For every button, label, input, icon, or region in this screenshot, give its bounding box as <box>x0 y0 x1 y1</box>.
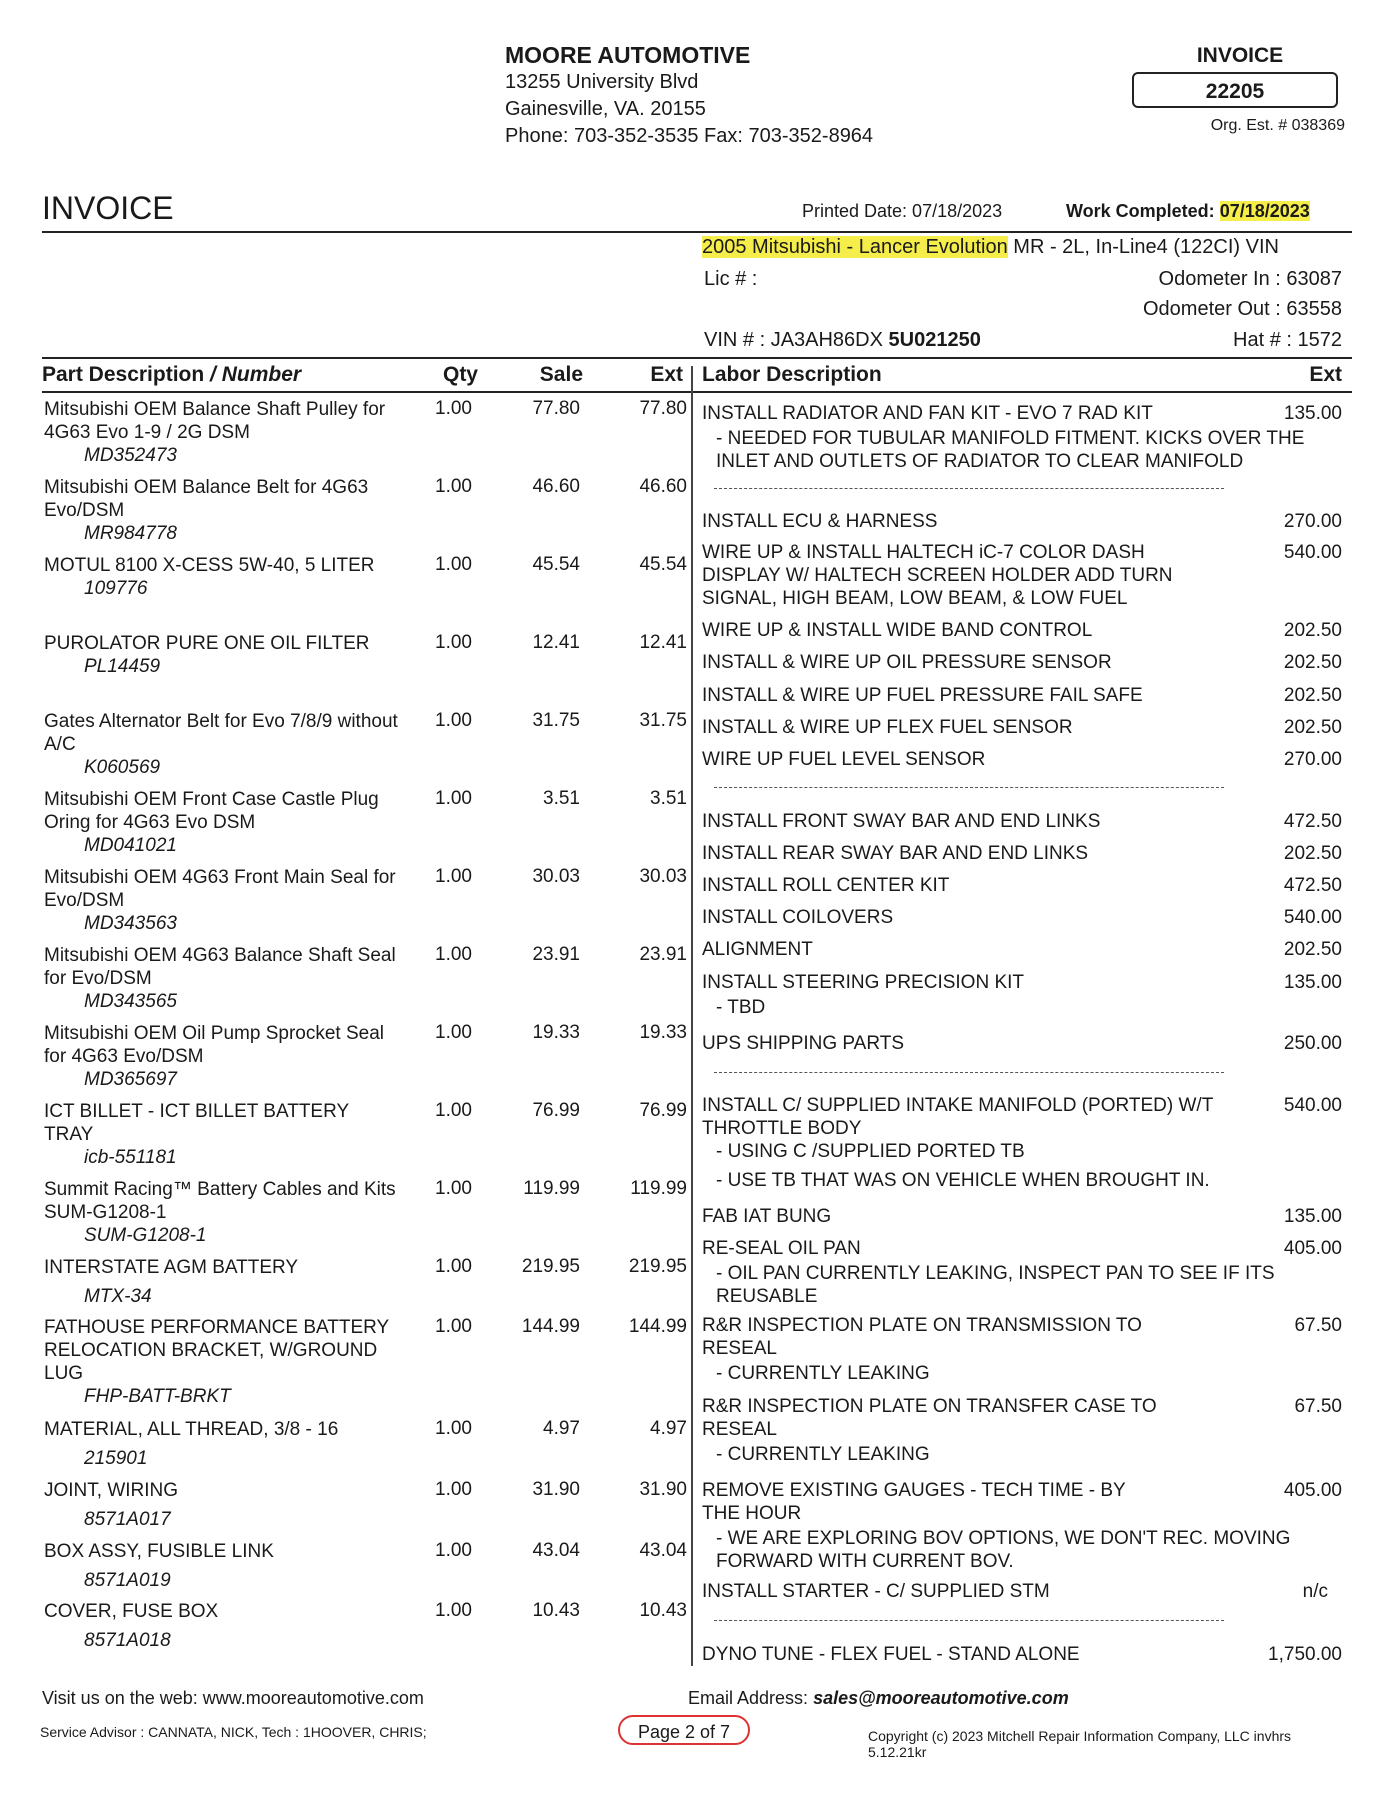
part-row-13 <box>44 1316 399 1408</box>
labor-desc: INSTALL STEERING PRECISION KIT <box>702 972 1025 993</box>
part-ext: 77.80 <box>639 398 687 419</box>
part-row-5 <box>44 710 399 779</box>
vehicle-make-model: 2005 Mitsubishi - Lancer Evolution <box>702 236 1008 258</box>
labor-note-text: - CURRENTLY LEAKING <box>716 1363 930 1384</box>
labor-ext: 135.00 <box>1283 1206 1342 1227</box>
part-sale: 19.33 <box>532 1022 580 1043</box>
labor-row <box>702 1032 1342 1055</box>
labor-row <box>702 906 1342 929</box>
part-sale: 43.04 <box>532 1540 580 1561</box>
labor-ext: 202.50 <box>1283 843 1342 864</box>
part-ext: 4.97 <box>650 1418 687 1439</box>
labor-desc: INSTALL FRONT SWAY BAR AND END LINKS <box>702 811 1101 832</box>
part-number: PL14459 <box>84 656 161 677</box>
labor-ext: 202.50 <box>1283 652 1342 673</box>
labor-ext: 1,750.00 <box>1268 1644 1342 1665</box>
labor-ext: 270.00 <box>1283 749 1342 770</box>
part-desc: INTERSTATE AGM BATTERY <box>44 1257 299 1278</box>
part-row-16 <box>44 1540 399 1592</box>
labor-desc: INSTALL STARTER - C/ SUPPLIED STM <box>702 1581 1050 1602</box>
labor-desc: WIRE UP FUEL LEVEL SENSOR <box>702 749 986 770</box>
part-qty: 1.00 <box>435 788 472 809</box>
part-qty: 1.00 <box>435 1600 472 1621</box>
part-qty: 1.00 <box>435 1178 472 1199</box>
part-desc: MOTUL 8100 X-CESS 5W-40, 5 LITER <box>44 555 375 576</box>
part-row-6 <box>44 788 399 857</box>
part-sale: 45.54 <box>532 554 580 575</box>
part-row-1 <box>44 398 399 467</box>
part-row-11 <box>44 1178 399 1247</box>
part-sale: 219.95 <box>521 1256 580 1277</box>
part-number: 8571A019 <box>84 1570 171 1591</box>
labor-desc: INSTALL C/ SUPPLIED INTAKE MANIFOLD (PORTED) W/T THROTTLE BODY <box>702 1095 1213 1139</box>
part-desc: JOINT, WIRING <box>44 1480 179 1501</box>
work-completed <box>1066 201 1310 222</box>
part-ext: 219.95 <box>628 1256 687 1277</box>
labor-row <box>702 842 1342 865</box>
part-sale: 76.99 <box>532 1100 580 1121</box>
part-ext: 119.99 <box>630 1178 687 1199</box>
labor-row <box>702 1395 1342 1441</box>
part-qty: 1.00 <box>435 476 472 497</box>
part-qty: 1.00 <box>435 1418 472 1439</box>
labor-note-text: - OIL PAN CURRENTLY LEAKING, INSPECT PAN TO SEE IF ITS REUSABLE <box>716 1263 1275 1307</box>
part-desc: Gates Alternator Belt for Evo 7/8/9 without A/C <box>44 711 398 755</box>
page-title: INVOICE <box>42 190 174 226</box>
email-address: sales@mooreautomotive.com <box>813 1688 1069 1708</box>
part-ext: 43.04 <box>639 1540 687 1561</box>
part-number: 8571A017 <box>84 1509 171 1530</box>
part-ext: 31.75 <box>639 710 687 731</box>
page-indicator: Page 2 of 7 <box>618 1715 750 1745</box>
part-sale: 4.97 <box>543 1418 580 1439</box>
labor-ext: 67.50 <box>1294 1396 1342 1417</box>
hat-number: Hat # : 1572 <box>1233 329 1342 351</box>
part-number: SUM-G1208-1 <box>84 1225 207 1246</box>
vin-bold: 5U021250 <box>888 329 981 351</box>
part-sale: 10.43 <box>532 1600 580 1621</box>
labor-desc: WIRE UP & INSTALL HALTECH iC-7 COLOR DASH DISPLAY W/ HALTECH SCREEN HOLDER ADD TURN SIGNAL, HIGH BEAM, LOW BEAM, & LOW FUEL <box>702 542 1173 609</box>
part-sale: 12.41 <box>532 632 580 653</box>
part-row-2 <box>44 476 399 545</box>
sale-header: Sale <box>539 363 583 386</box>
labor-ext: 270.00 <box>1283 511 1342 532</box>
part-qty: 1.00 <box>435 1479 472 1500</box>
part-number: MTX-34 <box>84 1286 152 1307</box>
labor-desc: WIRE UP & INSTALL WIDE BAND CONTROL <box>702 620 1093 641</box>
labor-note <box>702 1362 1342 1385</box>
labor-desc: DYNO TUNE - FLEX FUEL - STAND ALONE <box>702 1644 1080 1665</box>
labor-note-text: - TBD <box>716 997 766 1018</box>
part-desc: Mitsubishi OEM 4G63 Balance Shaft Seal for Evo/DSM <box>44 945 396 989</box>
labor-desc: INSTALL REAR SWAY BAR AND END LINKS <box>702 843 1089 864</box>
labor-note <box>702 1169 1342 1192</box>
part-ext: 46.60 <box>639 476 687 497</box>
part-number: K060569 <box>84 757 161 778</box>
shop-info <box>505 42 873 150</box>
part-desc: Mitsubishi OEM 4G63 Front Main Seal for Evo/DSM <box>44 867 396 911</box>
part-qty: 1.00 <box>435 1256 472 1277</box>
part-qty: 1.00 <box>435 1100 472 1121</box>
part-sale: 77.80 <box>532 398 580 419</box>
labor-separator <box>714 488 1224 489</box>
part-qty: 1.00 <box>435 398 472 419</box>
vin <box>704 329 981 352</box>
invoice-label: INVOICE <box>1196 44 1284 67</box>
labor-desc: FAB IAT BUNG <box>702 1206 832 1227</box>
part-number: 8571A018 <box>84 1630 171 1651</box>
labor-note <box>702 996 1342 1019</box>
labor-row <box>702 1479 1342 1525</box>
labor-row <box>702 651 1342 674</box>
part-ext: 144.99 <box>628 1316 687 1337</box>
part-number: icb-551181 <box>84 1147 177 1168</box>
part-sale: 23.91 <box>532 944 580 965</box>
part-sale: 3.51 <box>543 788 580 809</box>
labor-ext: 202.50 <box>1283 939 1342 960</box>
labor-desc: UPS SHIPPING PARTS <box>702 1033 905 1054</box>
service-advisor: Service Advisor : CANNATA, NICK, Tech : 1HOOVER, CHRIS; <box>40 1724 427 1740</box>
part-ext: 12.41 <box>639 632 687 653</box>
part-row-9 <box>44 1022 399 1091</box>
labor-row <box>702 684 1342 707</box>
vehicle-details: MR - 2L, In-Line4 (122CI) VIN <box>1007 236 1279 258</box>
part-qty: 1.00 <box>435 1316 472 1337</box>
part-number: MD041021 <box>84 835 177 856</box>
labor-desc: REMOVE EXISTING GAUGES - TECH TIME - BY THE HOUR <box>702 1480 1126 1524</box>
part-desc: Mitsubishi OEM Front Case Castle Plug Oring for 4G63 Evo DSM <box>44 789 379 833</box>
header-rule <box>42 231 1352 233</box>
part-desc: BOX ASSY, FUSIBLE LINK <box>44 1541 274 1562</box>
labor-row <box>702 938 1342 961</box>
part-desc: Mitsubishi OEM Balance Belt for 4G63 Evo/DSM <box>44 477 369 521</box>
part-number: 215901 <box>84 1448 148 1469</box>
work-completed-label: Work Completed: <box>1066 201 1220 221</box>
part-sale: 31.75 <box>532 710 580 731</box>
part-qty: 1.00 <box>435 632 472 653</box>
labor-desc: ALIGNMENT <box>702 939 813 960</box>
labor-row <box>702 1205 1342 1228</box>
part-row-17 <box>44 1600 399 1652</box>
labor-note-text: - USING C /SUPPLIED PORTED TB <box>716 1141 1025 1162</box>
part-number: MD365697 <box>84 1069 177 1090</box>
labor-note <box>702 1443 1342 1466</box>
part-qty: 1.00 <box>435 944 472 965</box>
part-qty: 1.00 <box>435 1022 472 1043</box>
odometer-in: Odometer In : 63087 <box>1158 268 1342 290</box>
part-row-10 <box>44 1100 399 1169</box>
printed-date: Printed Date: 07/18/2023 <box>802 201 1003 221</box>
labor-row <box>702 874 1342 897</box>
labor-ext: 135.00 <box>1283 403 1342 424</box>
labor-desc: INSTALL & WIRE UP OIL PRESSURE SENSOR <box>702 652 1112 673</box>
part-row-15 <box>44 1479 399 1531</box>
labor-row <box>702 810 1342 833</box>
part-row-7 <box>44 866 399 935</box>
part-desc-header-label: Part Description <box>42 363 205 386</box>
part-qty: 1.00 <box>435 710 472 731</box>
labor-ext: 540.00 <box>1283 542 1342 563</box>
part-number: MD343565 <box>84 991 177 1012</box>
labor-note-text: - USE TB THAT WAS ON VEHICLE WHEN BROUGHT IN. <box>716 1170 1210 1191</box>
labor-ext: 202.50 <box>1283 620 1342 641</box>
shop-name: MOORE AUTOMOTIVE <box>505 42 751 68</box>
labor-row <box>702 748 1342 771</box>
labor-note <box>702 1527 1342 1573</box>
email-label: Email Address: <box>688 1688 814 1708</box>
vehicle-line <box>702 236 1342 259</box>
part-sale: 119.99 <box>523 1178 580 1199</box>
labor-desc: INSTALL RADIATOR AND FAN KIT - EVO 7 RAD KIT <box>702 403 1153 424</box>
part-ext: 23.91 <box>639 944 687 965</box>
labor-note <box>702 1140 1342 1163</box>
part-desc: MATERIAL, ALL THREAD, 3/8 - 16 <box>44 1419 339 1440</box>
labor-desc: INSTALL ECU & HARNESS <box>702 511 938 532</box>
part-desc: Summit Racing™ Battery Cables and Kits SUM-G1208-1 <box>44 1179 396 1223</box>
part-number: MD343563 <box>84 913 177 934</box>
part-row-8 <box>44 944 399 1013</box>
column-divider <box>691 366 693 1666</box>
part-number-header-label: / Number <box>204 363 302 386</box>
labor-row <box>702 619 1342 642</box>
part-ext: 10.43 <box>639 1600 687 1621</box>
part-row-4 <box>44 632 399 678</box>
part-row-12 <box>44 1256 399 1308</box>
work-completed-date: 07/18/2023 <box>1219 201 1310 221</box>
labor-note-text: - NEEDED FOR TUBULAR MANIFOLD FITMENT. KICKS OVER THE INLET AND OUTLETS OF RADIATOR TO CLEAR MANIFOLD <box>716 428 1305 472</box>
shop-phone-fax: Phone: 703-352-3535 Fax: 703-352-8964 <box>505 125 874 147</box>
part-desc: PUROLATOR PURE ONE OIL FILTER <box>44 633 370 654</box>
columns-bottom-rule <box>42 391 1352 393</box>
labor-note <box>702 1262 1342 1308</box>
columns-top-rule <box>42 357 1352 359</box>
qty-header: Qty <box>442 363 478 386</box>
labor-desc: INSTALL & WIRE UP FUEL PRESSURE FAIL SAFE <box>702 685 1143 706</box>
labor-desc: INSTALL ROLL CENTER KIT <box>702 875 950 896</box>
labor-ext: 202.50 <box>1283 685 1342 706</box>
part-ext: 31.90 <box>639 1479 687 1500</box>
labor-separator <box>714 787 1224 788</box>
part-ext: 19.33 <box>639 1022 687 1043</box>
part-ext: 76.99 <box>639 1100 687 1121</box>
labor-ext: 135.00 <box>1283 972 1342 993</box>
labor-desc: R&R INSPECTION PLATE ON TRANSMISSION TO RESEAL <box>702 1315 1142 1359</box>
part-number: FHP-BATT-BRKT <box>84 1386 231 1407</box>
part-sale: 46.60 <box>532 476 580 497</box>
labor-ext-header: Ext <box>1309 363 1342 386</box>
labor-ext: 540.00 <box>1283 1095 1342 1116</box>
license-number: Lic # : <box>704 268 758 290</box>
part-row-14 <box>44 1418 399 1470</box>
email-line <box>688 1688 1069 1709</box>
labor-ext: 202.50 <box>1283 717 1342 738</box>
copyright: Copyright (c) 2023 Mitchell Repair Information Company, LLC invhrs 5.12.21kr <box>868 1728 1292 1760</box>
part-ext: 45.54 <box>639 554 687 575</box>
part-number: 109776 <box>84 578 148 599</box>
part-ext: 3.51 <box>650 788 687 809</box>
labor-row <box>702 1094 1342 1140</box>
labor-ext: 405.00 <box>1283 1480 1342 1501</box>
shop-address-line2: Gainesville, VA. 20155 <box>505 98 706 120</box>
part-sale: 30.03 <box>532 866 580 887</box>
website-line: Visit us on the web: www.mooreautomotive.com <box>42 1688 424 1708</box>
invoice-number: 22205 <box>1132 72 1338 108</box>
labor-ext: 472.50 <box>1283 875 1342 896</box>
ext-header: Ext <box>650 363 683 386</box>
part-desc: Mitsubishi OEM Oil Pump Sprocket Seal for 4G63 Evo/DSM <box>44 1023 385 1067</box>
part-desc: FATHOUSE PERFORMANCE BATTERY RELOCATION BRACKET, W/GROUND LUG <box>44 1317 389 1384</box>
part-number: MR984778 <box>84 523 177 544</box>
labor-ext: 405.00 <box>1283 1238 1342 1259</box>
shop-address-line1: 13255 University Blvd <box>505 71 699 93</box>
labor-row <box>702 971 1342 994</box>
labor-ext: 540.00 <box>1283 907 1342 928</box>
labor-row <box>702 1580 1342 1603</box>
part-qty: 1.00 <box>435 866 472 887</box>
labor-desc: RE-SEAL OIL PAN <box>702 1238 861 1259</box>
labor-row <box>702 510 1342 533</box>
labor-separator <box>714 1620 1224 1621</box>
labor-note <box>702 427 1342 473</box>
part-number: MD352473 <box>84 445 177 466</box>
labor-separator <box>714 1072 1224 1073</box>
part-qty: 1.00 <box>435 554 472 575</box>
labor-description-header: Labor Description <box>702 363 882 386</box>
vin-label: VIN # : JA3AH86DX <box>704 329 889 351</box>
org-estimate: Org. Est. # 038369 <box>1210 117 1345 134</box>
part-sale: 144.99 <box>521 1316 580 1337</box>
labor-ext: 472.50 <box>1283 811 1342 832</box>
part-row-3 <box>44 554 399 600</box>
labor-row <box>702 1643 1342 1666</box>
labor-ext: 67.50 <box>1294 1315 1342 1336</box>
part-sale: 31.90 <box>532 1479 580 1500</box>
labor-desc: INSTALL & WIRE UP FLEX FUEL SENSOR <box>702 717 1073 738</box>
part-description-header <box>42 363 301 387</box>
part-desc: COVER, FUSE BOX <box>44 1601 219 1622</box>
labor-row <box>702 1237 1342 1260</box>
part-ext: 30.03 <box>639 866 687 887</box>
odometer-out: Odometer Out : 63558 <box>1142 298 1342 320</box>
part-desc: Mitsubishi OEM Balance Shaft Pulley for 4G63 Evo 1-9 / 2G DSM <box>44 399 386 443</box>
labor-row <box>702 541 1342 610</box>
labor-ext: 250.00 <box>1283 1033 1342 1054</box>
labor-row <box>702 402 1342 425</box>
part-desc: ICT BILLET - ICT BILLET BATTERY TRAY <box>44 1101 349 1145</box>
labor-desc: INSTALL COILOVERS <box>702 907 894 928</box>
labor-note-text: - WE ARE EXPLORING BOV OPTIONS, WE DON'T REC. MOVING FORWARD WITH CURRENT BOV. <box>716 1528 1291 1572</box>
labor-ext: n/c <box>1302 1581 1328 1602</box>
labor-note-text: - CURRENTLY LEAKING <box>716 1444 930 1465</box>
labor-row <box>702 1314 1342 1360</box>
part-qty: 1.00 <box>435 1540 472 1561</box>
labor-desc: R&R INSPECTION PLATE ON TRANSFER CASE TO RESEAL <box>702 1396 1157 1440</box>
labor-row <box>702 716 1342 739</box>
